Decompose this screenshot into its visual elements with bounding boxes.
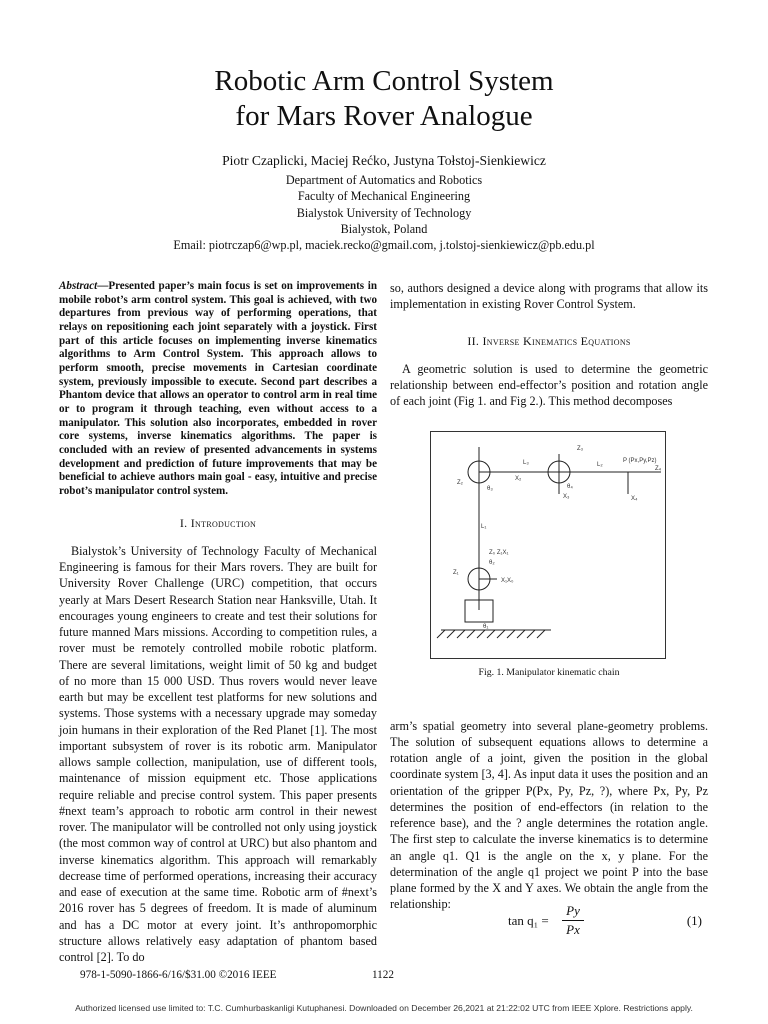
- figure-kinematic-chain: [430, 431, 666, 659]
- label-z4: Z₄: [655, 466, 662, 472]
- label-z0z1x1: Z₀ Z₁X₁: [489, 550, 509, 556]
- license-notice: Authorized licensed use limited to: T.C. Cumhurbaskanligi Kutuphanesi. Downloaded on December 26,2021 at 21:22:02 UTC from IEEE Xplore. Restrictions apply.: [75, 1003, 693, 1013]
- label-z2: Z₂: [457, 480, 463, 486]
- equation-numerator: Py: [566, 903, 580, 918]
- equation-fraction: [562, 903, 584, 938]
- figure-caption: Fig. 1. Manipulator kinematic chain: [478, 667, 620, 678]
- section-2-heading: II. Inverse Kinematics Equations: [467, 333, 631, 348]
- label-x4: X₄: [631, 496, 638, 502]
- label-theta4: θ₄: [567, 484, 573, 490]
- affiliation-university: Bialystok University of Technology: [296, 205, 472, 220]
- affiliation-email: Email: piotrczap6@wp.pl, maciek.recko@gmail.com, j.tolstoj-sienkiewicz@pb.edu.pl: [173, 238, 595, 253]
- equation-lhs: tan q₁ =: [508, 913, 549, 928]
- kinematic-diagram: [431, 432, 665, 658]
- label-theta3: θ₃: [487, 486, 493, 492]
- equation-denominator: Px: [566, 922, 580, 937]
- title-line-2: for Mars Rover Analogue: [235, 100, 533, 132]
- title-line-1: Robotic Arm Control System: [214, 65, 554, 97]
- equation-number: (1): [686, 913, 702, 928]
- abstract-label: Abstract: [59, 280, 98, 292]
- author-list: Piotr Czaplicki, Maciej Rećko, Justyna Tołstoj-Sienkiewicz: [222, 153, 546, 168]
- footer-page-number: 1122: [372, 969, 394, 981]
- label-l1: L₁: [481, 524, 487, 530]
- label-theta1: θ₁: [483, 624, 489, 630]
- label-x2: X₂: [515, 476, 522, 482]
- continued-paragraph: so, authors designed a device along with programs that allow its implementation in existing Rover Control System.: [390, 281, 708, 312]
- section-1-body: Bialystok’s University of Technology Faculty of Mechanical Engineering is famous for their Mars rovers. They are built for University Rover Challenge (URC) competition, that occurs yearly at Mars Desert Research Station near Hanksville, Utah. It encourages young engineers to create and test their solutions for future manned Mars missions. According to competition rules, a rover must be remotely controlled mobile robotic platform. There are several limitations, weight limit of 50 kg and budget of no more than 15 000 USD. Thus rovers would never leave earth but may be excellent test platforms for new solutions and systems. Those systems with a necessary upgrade may someday join humans in their exploration of the Red Planet [1]. The most important subsystem of rover is its robotic arm. Manipulator allows sample collection, manipulation, use of different tools, maintenance of mission equipment etc. Those applications require reliable and precise control system. This paper presents #next team’s approach to robotic arm control in their newest rover. The manipulator will be controlled not only using joystick (the most common way of control at URC) but also phantom and inverse kinematics algorithm. This approach will remarkably decrease time of performed operations, increasing their accuracy and ease of execution at the same time. Robotic arm of #next’s 2016 rover has 5 degrees of freedom. It is made of aluminum and has a DC motor at every joint. It’s anthropomorphic structure allows relatively easy adaptation of phantom based control [2]. To do: [59, 543, 377, 964]
- label-l3: L₃: [523, 460, 529, 466]
- affiliation-block: [0, 172, 768, 253]
- affiliation-city: Bialystok, Poland: [340, 221, 428, 236]
- affiliation-dept: Department of Automatics and Robotics: [285, 173, 483, 187]
- label-z1: Z₁: [453, 570, 459, 576]
- paper-title: [0, 64, 768, 134]
- equation-1: [390, 903, 708, 943]
- section-2-para-1: A geometric solution is used to determine the geometric relationship between end-effector’s position and rotation angle of each joint (Fig 1. and Fig 2.). This method decomposes: [390, 361, 708, 409]
- section-2-para-2: arm’s spatial geometry into several plane-geometry problems. The solution of subsequent equations allows to determine a rotation angle of a joint, given the position in the global coordinate system [3, 4]. As input data it uses the position and an orientation of the gripper P(Px, Py, Pz, ?), where Px, Py, Pz determines the position of end-effectors (in relation to the reference base), and the ? angle determines the rotation angle. The first step to calculate the inverse kinematics is to determine an angle q1. Q1 is the angle on the x, y plane. For the determination of the angle q1 project we point P into the base plane formed by the X and Y axes. We obtain the angle from the relationship:: [390, 718, 708, 912]
- label-l2: L₂: [597, 462, 603, 468]
- footer-isbn: 978-1-5090-1866-6/16/$31.00 ©2016 IEEE: [80, 969, 277, 981]
- label-x1x0: X₁X₀: [501, 578, 514, 584]
- label-theta2: θ₂: [489, 560, 495, 566]
- abstract-text: —Presented paper’s main focus is set on improvements in mobile robot’s arm control system. This goal is achieved, with two departures from previous way of performing operations, that relays on repositioning each joint separately with a joystick. First part of this article focuses on implementing inverse kinematics algorithms to Arm Control System. This approach allows to perform smooth, precise movements in Cartesian coordinate system, previously impossible to execute. Second part describes a Phantom device that allows an operator to control arm in real time or to program it through teaching, even without access to a manipulator. This solution also incorporates, embedded in rover core systems, inverse kinematics algorithms. The paper is concluded with an review of presented advancements in systems development and prediction of future improvements that may be beneficial to achieve authors main goal - easy, intuitive and precise robot’s manipulator control system.: [59, 280, 377, 497]
- affiliation-faculty: Faculty of Mechanical Engineering: [297, 189, 471, 204]
- label-x3: X₃: [563, 494, 570, 500]
- left-column: [59, 280, 377, 965]
- label-z3: Z₃: [577, 446, 584, 452]
- label-p: P (Px,Py,Pz): [623, 458, 657, 464]
- fraction-bar: [562, 920, 584, 921]
- abstract: [59, 280, 377, 499]
- section-1-heading: I. Introduction: [179, 515, 257, 530]
